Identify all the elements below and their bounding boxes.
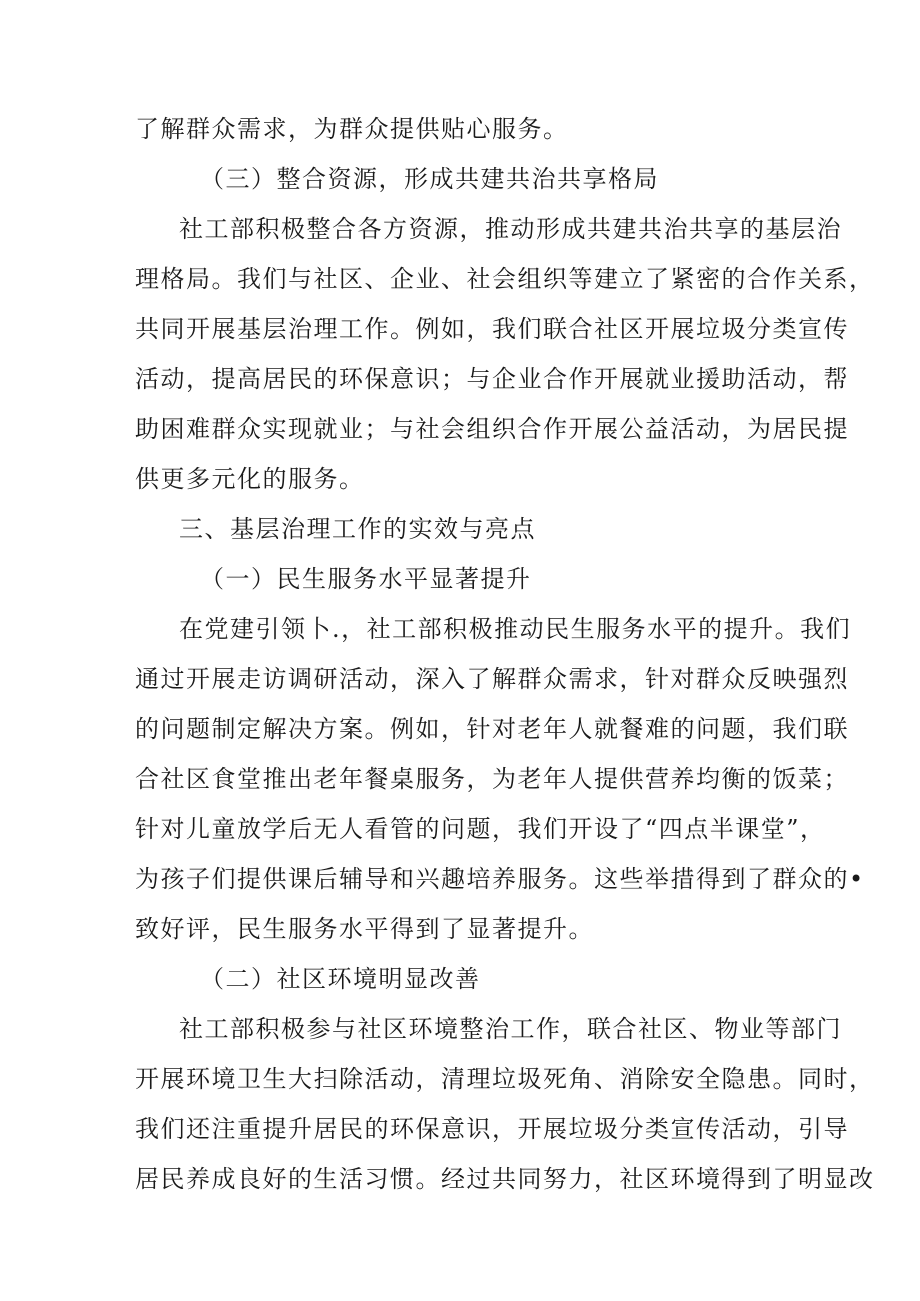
chapter-heading: 三、基层治理工作的实效与亮点: [179, 515, 536, 543]
paragraph-line: 为孩子们提供课后辅导和兴趣培养服务。这些举措得到了群众的•: [135, 865, 865, 893]
paragraph-line: 社工部积极整合各方资源，推动形成共建共治共享的基层治: [179, 215, 842, 243]
paragraph-line: 理格局。我们与社区、企业、社会组织等建立了紧密的合作关系，: [135, 265, 875, 293]
paragraph-line: 在党建引领卜.，社工部积极推动民生服务水平的提升。我们: [179, 615, 852, 643]
section-heading: （二）社区环境明显改善: [200, 965, 481, 993]
paragraph-line: 我们还注重提升居民的环保意识，开展垃圾分类宣传活动，引导: [135, 1115, 849, 1143]
section-heading: （三）整合资源，形成共建共治共享格局: [200, 165, 659, 193]
paragraph-line: 共同开展基层治理工作。例如，我们联合社区开展垃圾分类宣传: [135, 315, 849, 343]
paragraph-line: 的问题制定解决方案。例如，针对老年人就餐难的问题，我们联: [135, 715, 849, 743]
paragraph-line: 助困难群众实现就业；与社会组织合作开展公益活动，为居民提: [135, 415, 849, 443]
paragraph-line: 供更多元化的服务。: [135, 465, 365, 493]
paragraph-line: 社工部积极参与社区环境整治工作，联合社区、物业等部门: [179, 1015, 842, 1043]
paragraph-line: 开展环境卫生大扫除活动，清理垃圾死角、消除安全隐患。同时，: [135, 1065, 875, 1093]
paragraph-line: 针对儿童放学后无人看管的问题，我们开设了“四点半课堂”，: [135, 815, 826, 843]
paragraph-line: 通过开展走访调研活动，深入了解群众需求，针对群众反映强烈: [135, 665, 849, 693]
paragraph-line: 合社区食堂推出老年餐桌服务，为老年人提供营养均衡的饭菜；: [135, 765, 849, 793]
paragraph-line: 致好评，民生服务水平得到了显著提升。: [135, 915, 594, 943]
paragraph-line: 活动，提高居民的环保意识；与企业合作开展就业援助活动，帮: [135, 365, 849, 393]
section-heading: （一）民生服务水平显著提升: [200, 565, 532, 593]
paragraph-line: 了解群众需求，为群众提供贴心服务。: [135, 115, 569, 143]
paragraph-line: 居民养成良好的生活习惯。经过共同努力，社区环境得到了明显改: [135, 1165, 875, 1193]
